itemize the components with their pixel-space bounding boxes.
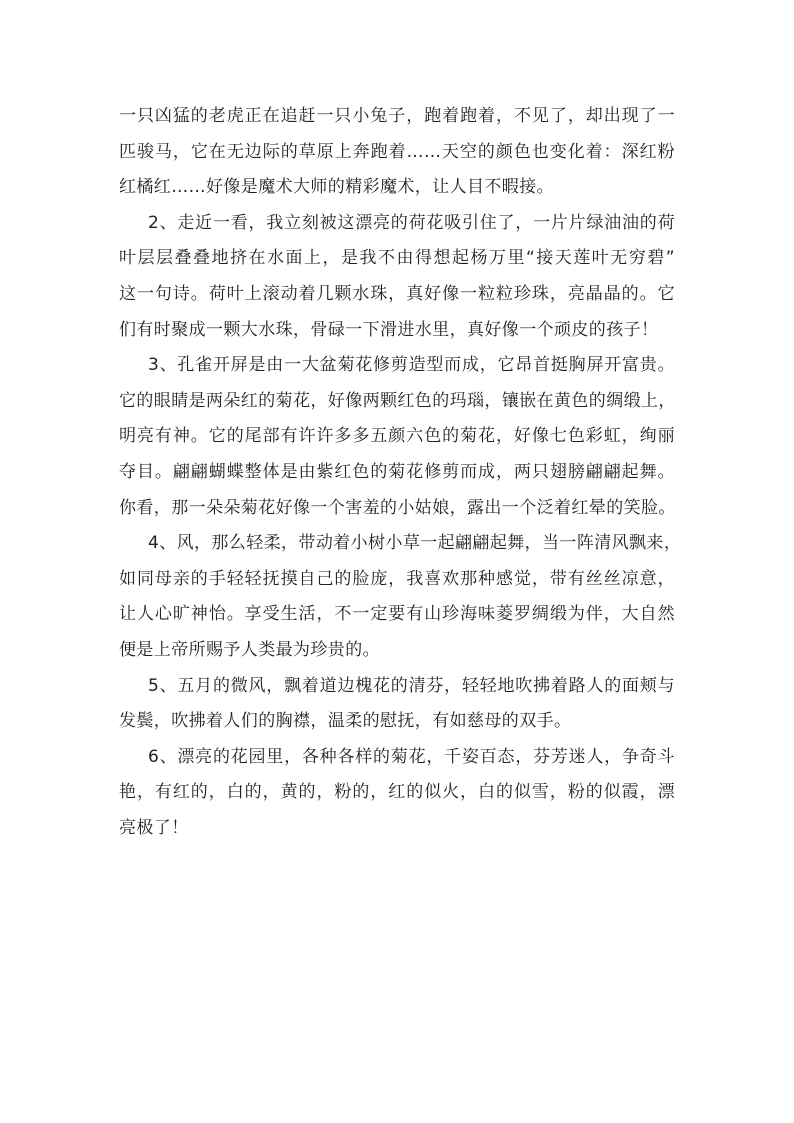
text-line: 如同母亲的手轻轻抚摸自己的脸庞，我喜欢那种感觉，带有丝丝凉意， bbox=[119, 568, 675, 589]
text-line: 夺目。翩翩蝴蝶整体是由紫红色的菊花修剪而成，两只翅膀翩翩起舞。 bbox=[119, 461, 675, 482]
text-line: 红橘红……好像是魔术大师的精彩魔术，让人目不暇接。 bbox=[119, 177, 554, 198]
paragraph-3 bbox=[119, 348, 675, 526]
text-line: 5、五月的微风，飘着道边槐花的清芬，轻轻地吹拂着路人的面颊与 bbox=[148, 675, 675, 696]
text-line: 你看，那一朵朵菊花好像一个害羞的小姑娘，露出一个泛着红晕的笑脸。 bbox=[119, 497, 676, 518]
text-line: 一只凶猛的老虎正在追赶一只小兔子，跑着跑着，不见了，却出现了一 bbox=[119, 106, 675, 126]
text-line: 4、风，那么轻柔，带动着小树小草一起翩翩起舞，当一阵清风飘来， bbox=[148, 533, 682, 554]
text-line: 发鬓，吹拂着人们的胸襟，温柔的慰抚，有如慈母的双手。 bbox=[119, 711, 572, 732]
text-line: 6、漂亮的花园里，各种各样的菊花，千姿百态，芬芳迷人，争奇斗 bbox=[148, 746, 675, 767]
text-line: 便是上帝所赐予人类最为珍贵的。 bbox=[119, 639, 380, 660]
text-line: 艳，有红的，白的，黄的，粉的，红的似火，白的似雪，粉的似霞，漂 bbox=[119, 782, 675, 803]
text-line: 这一句诗。荷叶上滚动着几颗水珠，真好像一粒粒珍珠，亮晶晶的。它 bbox=[119, 283, 675, 304]
text-line: 让人心旷神怡。享受生活，不一定要有山珍海味菱罗绸缎为伴，大自然 bbox=[119, 604, 675, 625]
text-line: 它的眼睛是两朵红的菊花，好像两颗红色的玛瑙，镶嵌在黄色的绸缎上， bbox=[119, 390, 676, 411]
paragraph-4 bbox=[119, 526, 682, 668]
paragraph-1 bbox=[119, 99, 675, 206]
text-line: 匹骏马，它在无边际的草原上奔跑着……天空的颜色也变化着：深红粉 bbox=[119, 141, 675, 162]
text-line: 叶层层叠叠地挤在水面上，是我不由得想起杨万里“接天莲叶无穷碧” bbox=[119, 248, 675, 269]
paragraph-6 bbox=[119, 740, 675, 847]
text-line: 3、孔雀开屏是由一大盆菊花修剪造型而成，它昂首挺胸屏开富贵。 bbox=[148, 355, 675, 376]
text-line: 们有时聚成一颗大水珠，骨碌一下滑进水里，真好像一个顽皮的孩子！ bbox=[119, 319, 659, 340]
paragraph-5 bbox=[119, 669, 675, 740]
paragraph-2 bbox=[119, 206, 675, 348]
document-body bbox=[119, 99, 682, 846]
text-line: 明亮有神。它的尾部有许许多多五颜六色的菊花，好像七色彩虹，绚丽 bbox=[119, 426, 675, 447]
text-line: 亮极了！ bbox=[119, 817, 189, 838]
text-line: 2、走近一看，我立刻被这漂亮的荷花吸引住了，一片片绿油油的荷 bbox=[148, 212, 675, 233]
